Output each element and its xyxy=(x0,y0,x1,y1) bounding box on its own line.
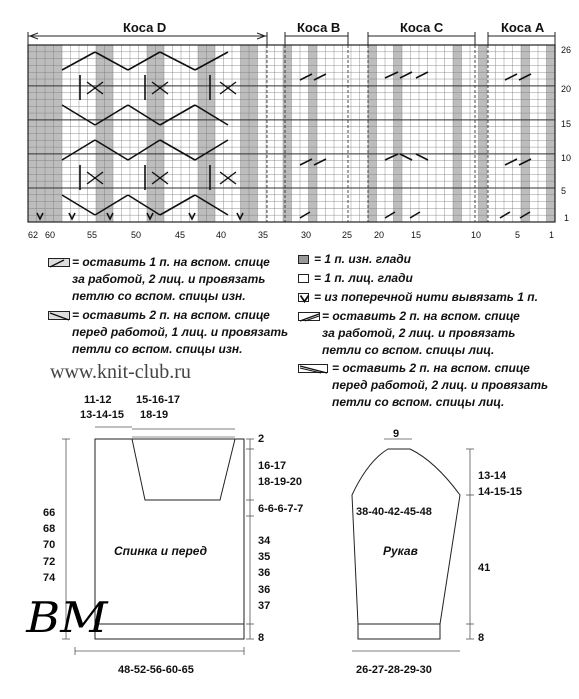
col-tick: 15 xyxy=(411,230,422,240)
cable-label-a: Коса A xyxy=(501,20,545,35)
col-tick: 30 xyxy=(301,230,312,240)
neck-width-b: 13-14-15 xyxy=(80,409,125,421)
neck-depth-a: 16-17 xyxy=(258,460,287,472)
top-depth: 2 xyxy=(258,433,265,445)
legend: = оставить 1 п. на вспом. спице за работой, 2 лиц. и провязать петлю со вспом. спицы изн. = оставить 2 п. на вспом. спице перед работой, 1 лиц. и провязать петли со вспом. спицы изн. = 1 п. изн. глади = 1 п. лиц. глади = из поперечной нити вывязать 1 п. = оставить 2 п. на вспом. спице за работой, 2 лиц. и провязать петли со вспом. спицы лиц. = оставить 2 п. на вспом. спице перед работой, 2 лиц. и провязать петли со вспом. спицы лиц. www.knit-club.ru xyxy=(50,252,549,409)
armhole-height: 36 xyxy=(258,584,271,596)
armhole-shaping: 6-6-6-7-7 xyxy=(258,503,304,515)
col-tick: 60 xyxy=(45,230,56,240)
shoulder-a: 15-16-17 xyxy=(136,394,181,406)
shoulder-b: 18-19 xyxy=(140,409,169,421)
armhole-height: 37 xyxy=(258,600,271,612)
knit-stitch-icon xyxy=(298,274,309,283)
cross-1-back-purl-icon xyxy=(48,258,70,267)
body-label: Спинка и перед xyxy=(114,544,208,558)
col-tick: 10 xyxy=(471,230,482,240)
total-length: 68 xyxy=(43,523,56,535)
sleeve-rib: 8 xyxy=(478,632,485,644)
cross-2-front-purl-icon xyxy=(48,311,70,320)
col-tick: 5 xyxy=(515,230,521,240)
chart-grid xyxy=(0,0,579,245)
signature-bm: BM xyxy=(26,593,108,642)
row-tick: 1 xyxy=(564,213,570,223)
col-tick: 40 xyxy=(216,230,227,240)
sleeve-cap-height-b: 14-15-15 xyxy=(478,486,523,498)
total-length: 66 xyxy=(43,507,56,519)
row-tick: 5 xyxy=(561,186,567,196)
col-tick: 50 xyxy=(131,230,142,240)
body-rib: 8 xyxy=(258,632,265,644)
total-length: 70 xyxy=(43,539,56,551)
sleeve-cap-height-a: 13-14 xyxy=(478,470,507,482)
total-length: 72 xyxy=(43,556,56,568)
body-schematic xyxy=(0,409,579,699)
col-tick: 62 xyxy=(28,230,39,240)
cross-2-front-knit-icon xyxy=(298,364,328,373)
col-tick: 20 xyxy=(374,230,385,240)
col-tick: 45 xyxy=(175,230,186,240)
armhole-height: 35 xyxy=(258,551,271,563)
sleeve-label: Рукав xyxy=(383,544,418,558)
cross-2-back-knit-icon xyxy=(298,312,320,321)
col-tick: 35 xyxy=(258,230,269,240)
row-tick: 15 xyxy=(561,119,572,129)
neck-width-a: 11-12 xyxy=(84,394,112,406)
row-tick: 26 xyxy=(561,45,572,55)
col-tick: 25 xyxy=(342,230,353,240)
neck-depth-b: 18-19-20 xyxy=(258,476,303,488)
cable-label-d: Коса D xyxy=(123,20,167,35)
armhole-height: 34 xyxy=(258,535,271,547)
knitting-chart xyxy=(0,0,579,245)
total-length: 74 xyxy=(43,572,56,584)
sleeve-cuff-width: 26-27-28-29-30 xyxy=(356,664,432,676)
body-width: 48-52-56-60-65 xyxy=(118,664,194,676)
col-tick: 1 xyxy=(549,230,555,240)
sleeve-upper-width: 38-40-42-45-48 xyxy=(356,506,432,518)
col-tick: 55 xyxy=(87,230,98,240)
make-one-icon xyxy=(298,293,309,302)
row-tick: 20 xyxy=(561,84,572,94)
cable-label-b: Коса B xyxy=(297,20,341,35)
armhole-height: 36 xyxy=(258,567,271,579)
row-tick: 10 xyxy=(561,153,572,163)
watermark: www.knit-club.ru xyxy=(50,361,191,383)
sleeve-top-width: 9 xyxy=(393,428,400,440)
purl-stitch-icon xyxy=(298,255,309,264)
sleeve-length: 41 xyxy=(478,562,491,574)
cable-label-c: Коса C xyxy=(400,20,444,35)
